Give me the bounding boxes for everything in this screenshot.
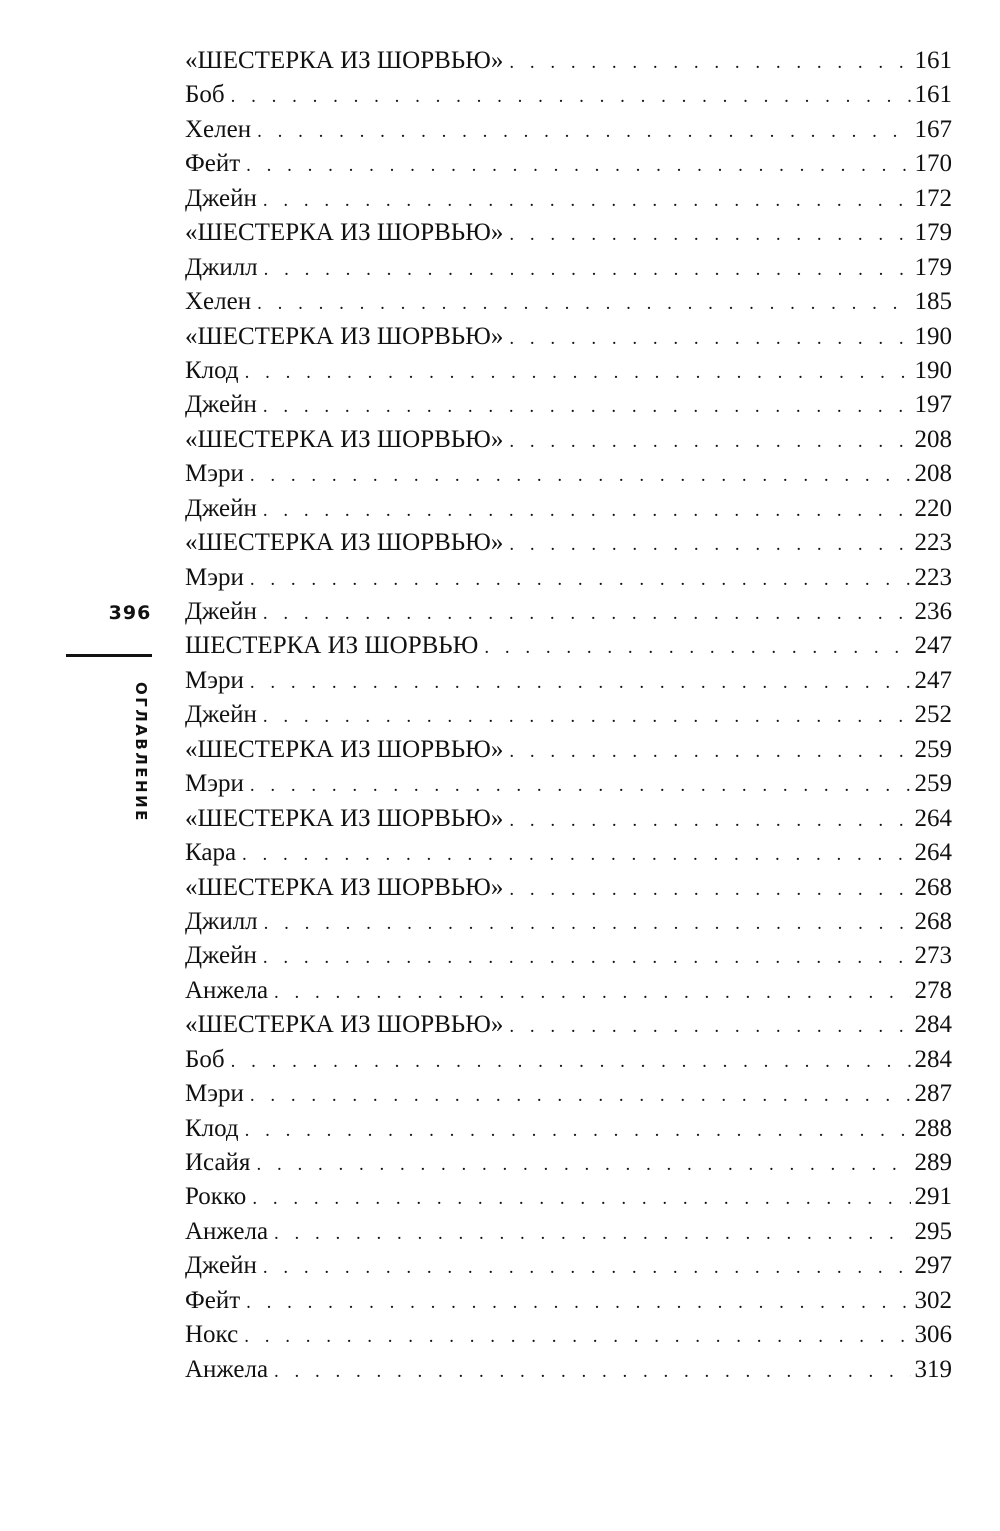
toc-entry-title: Клод [185,356,239,384]
toc-entry-page-number: 306 [914,1321,952,1349]
dot-leader [274,1217,910,1251]
dot-leader [509,735,910,769]
toc-entry [185,767,952,801]
toc-entry-title: Джейн [185,942,257,970]
toc-entry-page-number: 297 [914,1252,952,1280]
dot-leader [244,1320,910,1354]
toc-entry [185,629,952,663]
toc-entry-title: Боб [185,81,225,109]
dot-leader [509,528,910,562]
toc-entry-page-number: 208 [914,425,952,453]
toc-entry-title: Анжела [185,1217,269,1245]
page-number: 396 [108,602,152,624]
dot-leader [509,873,910,907]
toc-entry-title: Фейт [185,1286,241,1314]
dot-leader [274,1355,910,1389]
toc-entry-title: Мэри [185,563,244,591]
side-rule-divider [66,654,152,657]
toc-entry-page-number: 161 [914,47,952,74]
toc-entry-title: Рокко [185,1183,247,1211]
toc-entry [185,423,952,457]
toc-entry-title: Мэри [185,1080,244,1108]
toc-entry [185,939,952,973]
toc-entry [185,1284,952,1318]
dot-leader [509,804,910,838]
toc-entry-title: Хелен [185,288,252,316]
toc-entry [185,1146,952,1180]
toc-entry-page-number: 284 [914,1011,952,1039]
toc-entry-title: «ШЕСТЕРКА ИЗ ШОРВЬЮ» [185,735,504,763]
dot-leader [264,907,911,941]
toc-entry-title: Джилл [185,253,258,281]
toc-entry-title: «ШЕСТЕРКА ИЗ ШОРВЬЮ» [185,529,504,557]
dot-leader [509,46,910,80]
toc-entry [185,733,952,767]
toc-entry-title: «ШЕСТЕРКА ИЗ ШОРВЬЮ» [185,47,504,74]
toc-entry [185,698,952,732]
toc-entry-page-number: 172 [914,184,952,212]
dot-leader [250,769,911,803]
toc-entry-title: Джейн [185,391,257,419]
dot-leader [263,494,911,528]
toc-entry-page-number: 291 [914,1183,952,1211]
toc-entry-page-number: 278 [914,976,952,1004]
dot-leader [246,1286,910,1320]
toc-entry-title: Анжела [185,1355,269,1383]
toc-entry-title: «ШЕСТЕРКА ИЗ ШОРВЬЮ» [185,873,504,901]
dot-leader [274,976,910,1010]
toc-entry-page-number: 236 [914,598,952,625]
toc-entry [185,871,952,905]
toc-entry-page-number: 223 [914,529,952,557]
toc-entry-title: Джейн [185,598,257,625]
toc-entry-title: Мэри [185,666,244,694]
toc-entry [185,251,952,285]
toc-entry [185,664,952,698]
toc-entry [185,492,952,526]
toc-entry [185,182,952,216]
toc-entry-page-number: 179 [914,253,952,281]
toc-entry [185,905,952,939]
toc-entry-page-number: 170 [914,150,952,178]
dot-leader [263,1251,911,1285]
toc-entry-page-number: 295 [914,1217,952,1245]
toc-entry-title: «ШЕСТЕРКА ИЗ ШОРВЬЮ» [185,322,504,350]
toc-entry [185,78,952,112]
toc-entry-page-number: 273 [914,942,952,970]
toc-entry [185,526,952,560]
toc-entry [185,388,952,422]
toc-entry-title: Мэри [185,460,244,488]
toc-entry-page-number: 302 [914,1286,952,1314]
toc-entry-title: Джилл [185,907,258,935]
toc-entry-page-number: 223 [914,563,952,591]
toc-entry [185,147,952,181]
dot-leader [263,597,911,631]
toc-entry [185,802,952,836]
toc-entry-title: «ШЕСТЕРКА ИЗ ШОРВЬЮ» [185,219,504,247]
dot-leader [245,1114,911,1148]
toc-entry-title: «ШЕСТЕРКА ИЗ ШОРВЬЮ» [185,425,504,453]
dot-leader [250,666,911,700]
toc-entry [185,320,952,354]
toc-entry-title: Нокс [185,1321,239,1349]
toc-entry-title: Мэри [185,770,244,798]
toc-entry [185,1249,952,1283]
dot-leader [242,838,910,872]
dot-leader [256,1148,910,1182]
toc-entry-page-number: 185 [914,288,952,316]
dot-leader [252,1182,910,1216]
toc-entry-page-number: 220 [914,494,952,522]
toc-entry-page-number: 190 [914,356,952,384]
toc-entry [185,974,952,1008]
toc-entry-page-number: 259 [914,770,952,798]
toc-entry [185,44,952,78]
dot-leader [509,1010,910,1044]
toc-entry-page-number: 161 [914,81,952,109]
running-head: ОГЛАВЛЕНИЕ [132,682,150,823]
toc-entry [185,1112,952,1146]
toc-entry [185,1318,952,1352]
dot-leader [250,459,911,493]
toc-entry-page-number: 264 [914,839,952,867]
dot-leader [484,631,910,665]
dot-leader [264,253,911,287]
dot-leader [250,563,911,597]
dot-leader [263,390,911,424]
toc-entry [185,595,952,629]
dot-leader [245,356,911,390]
toc-entry [185,1077,952,1111]
dot-leader [263,941,911,975]
toc-entry [185,1043,952,1077]
dot-leader [263,184,911,218]
dot-leader [509,322,910,356]
dot-leader [509,425,910,459]
dot-leader [246,149,910,183]
toc-entry-title: Анжела [185,976,269,1004]
dot-leader [509,218,910,252]
toc-entry [185,216,952,250]
toc-entry-title: Клод [185,1114,239,1142]
toc-entry-title: Джейн [185,184,257,212]
toc-entry-title: Джейн [185,701,257,729]
toc-entry [185,1008,952,1042]
toc-entry [185,285,952,319]
toc-entry-title: Фейт [185,150,241,178]
toc-entry-page-number: 247 [914,666,952,694]
toc-entry-title: Хелен [185,115,252,143]
toc-entry-page-number: 268 [914,873,952,901]
toc-entry-page-number: 197 [914,391,952,419]
toc-entry-title: Джейн [185,1252,257,1280]
toc-entry-page-number: 319 [914,1355,952,1383]
dot-leader [231,80,911,114]
toc-entry-page-number: 208 [914,460,952,488]
toc-entry-page-number: 288 [914,1114,952,1142]
toc-entry-title: «ШЕСТЕРКА ИЗ ШОРВЬЮ» [185,1011,504,1039]
toc-entry-page-number: 284 [914,1045,952,1073]
toc-entry [185,457,952,491]
toc-entry-page-number: 289 [914,1149,952,1176]
toc-entry-page-number: 264 [914,804,952,832]
toc-entry [185,836,952,870]
dot-leader [263,700,911,734]
toc-entry [185,561,952,595]
toc-entry-title: Кара [185,839,237,867]
toc-entry-page-number: 268 [914,907,952,935]
toc-entry [185,1353,952,1387]
toc-entry-page-number: 179 [914,219,952,247]
toc-entry-title: Джейн [185,494,257,522]
dot-leader [250,1079,911,1113]
dot-leader [257,115,910,149]
toc-entry [185,1215,952,1249]
toc-entry [185,354,952,388]
toc-entry-page-number: 247 [914,632,952,660]
toc-entry-title: ШЕСТЕРКА ИЗ ШОРВЬЮ [185,632,479,660]
toc-entry-page-number: 190 [914,322,952,350]
toc-entry-title: Исайя [185,1149,251,1176]
toc-entry-page-number: 259 [914,735,952,763]
dot-leader [231,1045,911,1079]
toc-entry-page-number: 287 [914,1080,952,1108]
toc-entry-title: Боб [185,1045,225,1073]
toc-entry-page-number: 252 [914,701,952,729]
toc-entry-title: «ШЕСТЕРКА ИЗ ШОРВЬЮ» [185,804,504,832]
toc-entry [185,113,952,147]
table-of-contents [185,44,952,1387]
toc-entry-page-number: 167 [914,115,952,143]
toc-entry [185,1180,952,1214]
dot-leader [257,287,910,321]
